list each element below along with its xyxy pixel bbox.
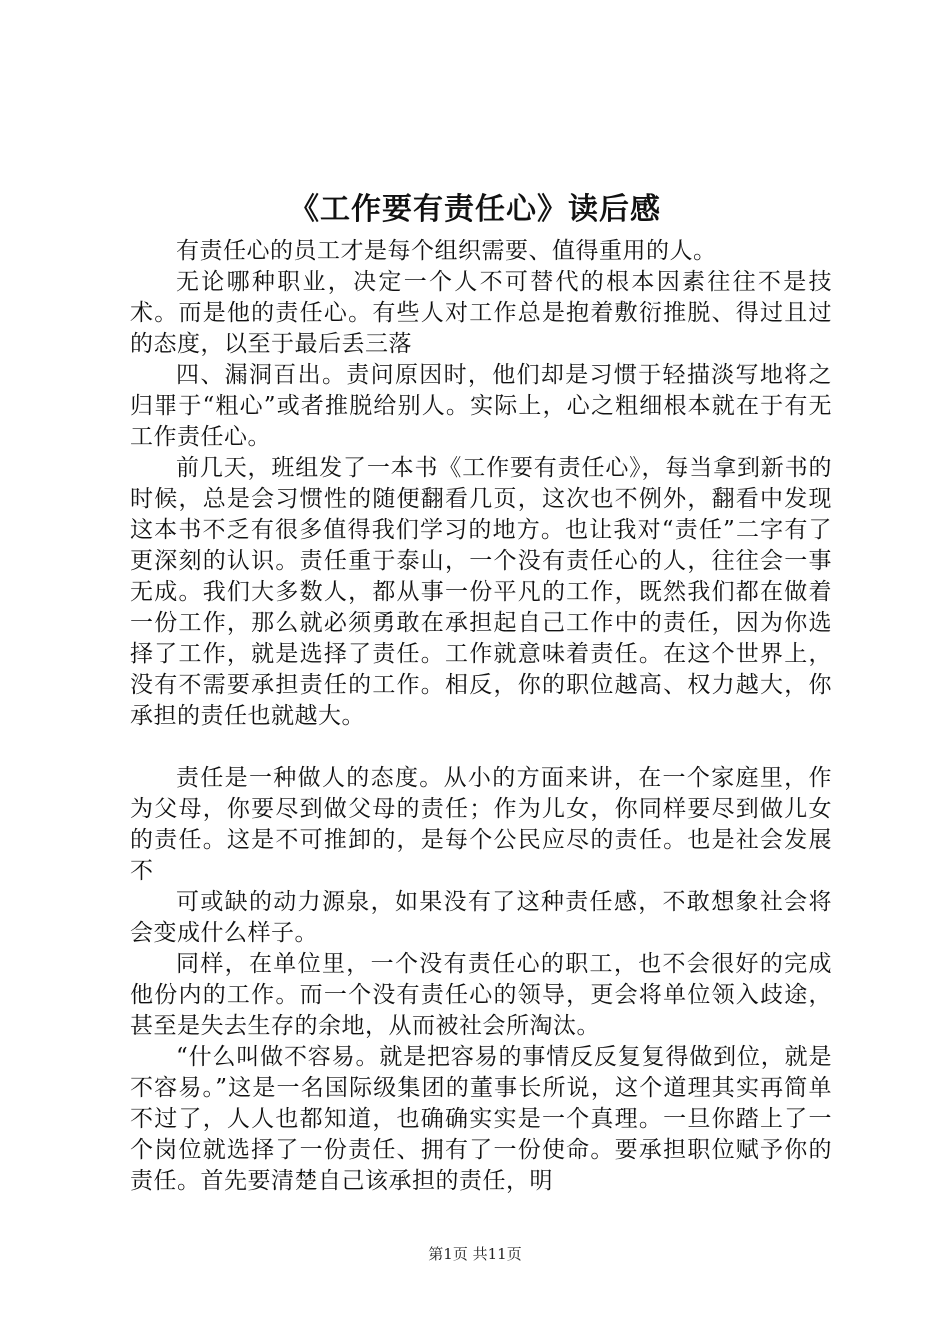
document-body (130, 236, 832, 1197)
paragraph-spacer (130, 732, 832, 763)
paragraph-1: 有责任心的员工才是每个组织需要、值得重用的人。 (176, 238, 717, 264)
document-title: 《工作要有责任心》读后感 (289, 192, 661, 227)
paragraph-3: 四、漏洞百出。责问原因时，他们却是习惯于轻描淡写地将之归罪于“粗心”或者推脱给别人。实际上，心之粗细根本就在于有无工作责任心。 (130, 362, 832, 450)
page-number-footer: 第1页 共11页 (428, 1245, 522, 1263)
paragraph-7: 同样，在单位里，一个没有责任心的职工，也不会很好的完成他份内的工作。而一个没有责任心的领导，更会将单位领入歧途，甚至是失去生存的余地，从而被社会所淘汰。 (130, 951, 832, 1039)
paragraph-4: 前几天，班组发了一本书《工作要有责任心》，每当拿到新书的时候，总是会习惯性的随便翻看几页，这次也不例外，翻看中发现这本书不乏有很多值得我们学习的地方。也让我对“责任”二字有了更深刻的认识。责任重于泰山，一个没有责任心的人，往往会一事无成。我们大多数人，都从事一份平凡的工作，既然我们都在做着一份工作，那么就必须勇敢在承担起自己工作中的责任，因为你选择了工作，就是选择了责任。工作就意味着责任。在这个世界上，没有不需要承担责任的工作。相反，你的职位越高、权力越大，你承担的责任也就越大。 (130, 455, 832, 729)
paragraph-6: 可或缺的动力源泉，如果没有了这种责任感，不敢想象社会将会变成什么样子。 (130, 889, 832, 946)
paragraph-2: 无论哪种职业，决定一个人不可替代的根本因素往往不是技术。而是他的责任心。有些人对工作总是抱着敷衍推脱、得过且过的态度，以至于最后丢三落 (130, 269, 832, 357)
paragraph-8: “什么叫做不容易。就是把容易的事情反反复复得做到位，就是不容易。”这是一名国际级集团的董事长所说，这个道理其实再简单不过了，人人也都知道，也确确实实是一个真理。一旦你踏上了一个岗位就选择了一份责任、拥有了一份使命。要承担职位赋予你的责任。首先要清楚自己该承担的责任，明 (130, 1044, 832, 1194)
paragraph-5: 责任是一种做人的态度。从小的方面来讲，在一个家庭里，作为父母，你要尽到做父母的责任；作为儿女，你同样要尽到做儿女的责任。这是不可推卸的，是每个公民应尽的责任。也是社会发展不 (130, 765, 832, 884)
